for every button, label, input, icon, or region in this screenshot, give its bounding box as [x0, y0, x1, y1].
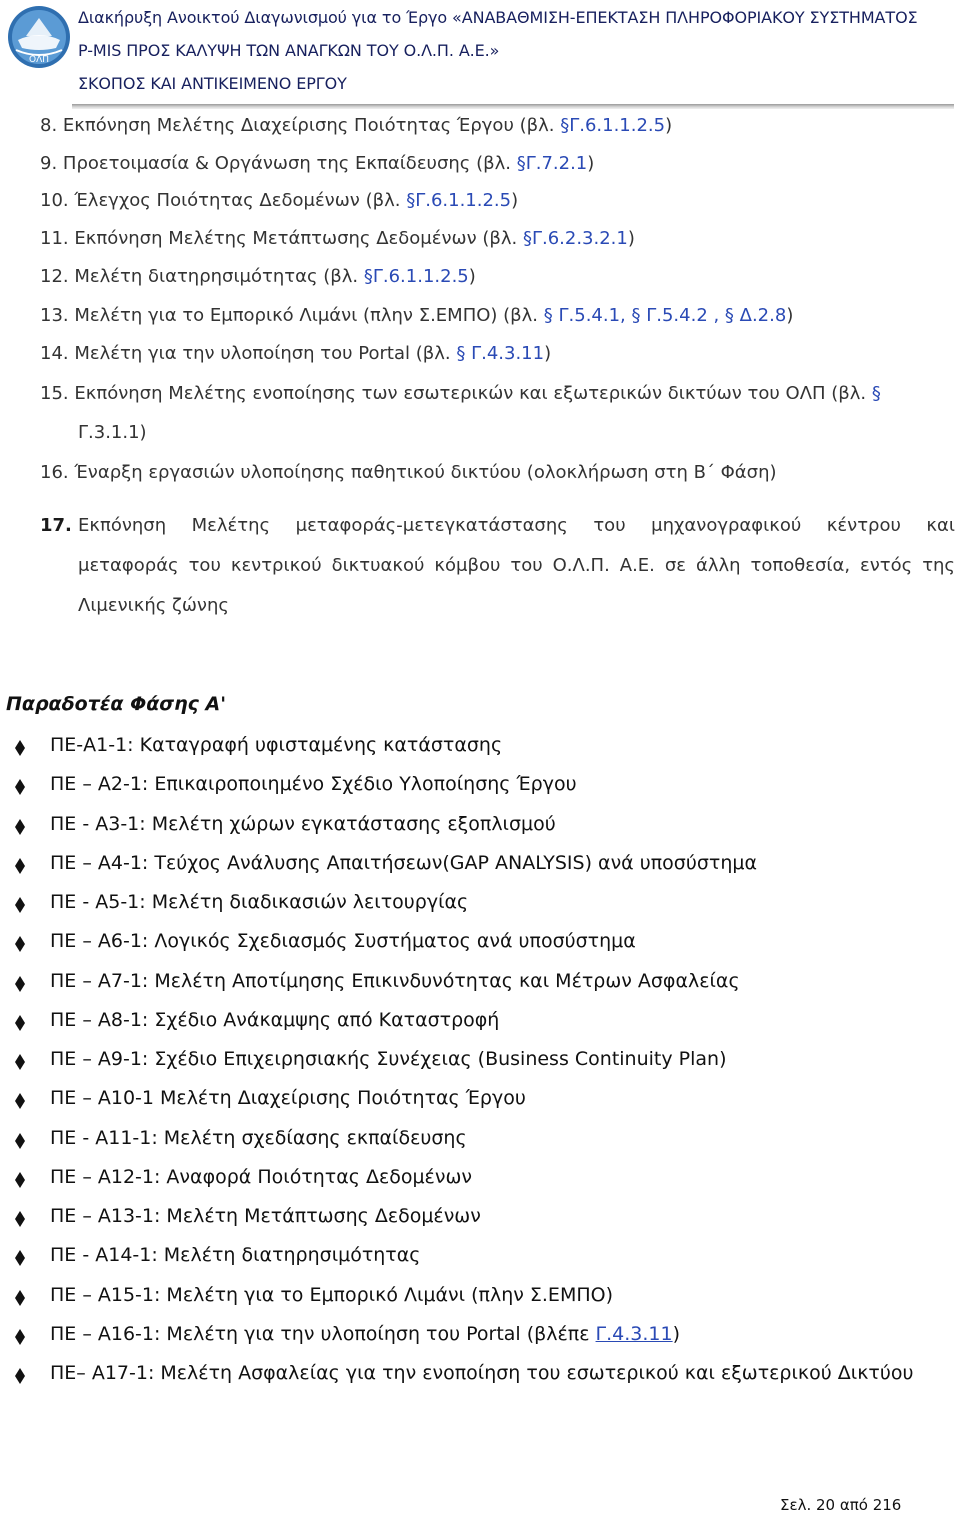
deliverable-text: ΠΕ – Α16-1: Μελέτη για την υλοποίηση του Portal (βλέπε Γ.4.3.11)	[50, 1322, 681, 1345]
diamond-bullet-icon	[14, 1093, 26, 1109]
deliverable-item	[0, 1243, 960, 1273]
deliverable-item	[0, 929, 960, 959]
deliverable-item	[0, 772, 960, 802]
deliverable-item	[0, 1126, 960, 1156]
deliverable-text: ΠΕ-Α1-1: Καταγραφή υφισταμένης κατάστασης	[50, 734, 503, 756]
list-item-15-continuation: Γ.3.1.1)	[78, 422, 147, 443]
diamond-bullet-icon	[14, 1172, 26, 1188]
deliverable-text: ΠΕ - Α5-1: Μελέτη διαδικασιών λειτουργίας	[50, 891, 469, 913]
list-item-8: 8. Εκπόνηση Μελέτης Διαχείρισης Ποιότητας Έργου (βλ. §Γ.6.1.1.2.5)	[40, 115, 673, 136]
diamond-bullet-icon	[14, 1133, 26, 1149]
diamond-bullet-icon	[14, 936, 26, 952]
svg-text:ΟΛΠ: ΟΛΠ	[28, 55, 50, 65]
deliverable-item	[0, 1322, 960, 1352]
deliverable-text: ΠΕ – Α8-1: Σχέδιο Ανάκαμψης από Καταστροφή	[50, 1008, 500, 1031]
diamond-bullet-icon	[14, 819, 26, 835]
list-item-13: 13. Μελέτη για το Εμπορικό Λιμάνι (πλην Σ.ΕΜΠΟ) (βλ. § Γ.5.4.1, § Γ.5.4.2 , § Δ.2.8)	[40, 305, 794, 326]
diamond-bullet-icon	[14, 740, 26, 756]
deliverable-item	[0, 1086, 960, 1116]
header-section-title: ΣΚΟΠΟΣ ΚΑΙ ΑΝΤΙΚΕΙΜΕΝΟ ΕΡΓΟΥ	[78, 74, 347, 93]
list-item-17-line2: μεταφοράς του κεντρικού δικτυακού κόμβου του Ο.Λ.Π. Α.Ε. σε άλλη τοποθεσία, εντός της	[78, 555, 955, 576]
diamond-bullet-icon	[14, 897, 26, 913]
diamond-bullet-icon	[14, 1290, 26, 1306]
list-item-10: 10. Έλεγχος Ποιότητας Δεδομένων (βλ. §Γ.6.1.1.2.5)	[40, 190, 519, 211]
diamond-bullet-icon	[14, 1368, 26, 1384]
list-item-9: 9. Προετοιμασία & Οργάνωση της Εκπαίδευσης (βλ. §Γ.7.2.1)	[40, 153, 595, 174]
deliverable-item	[0, 812, 960, 842]
header-divider	[72, 104, 954, 109]
diamond-bullet-icon	[14, 1211, 26, 1227]
olp-logo-icon	[6, 4, 72, 70]
deliverable-text: ΠΕ – Α6-1: Λογικός Σχεδιασμός Συστήματος ανά υποσύστημα	[50, 930, 636, 953]
deliverable-item	[0, 1008, 960, 1038]
deliverable-text: ΠΕ – Α12-1: Αναφορά Ποιότητας Δεδομένων	[50, 1165, 472, 1188]
deliverable-item	[0, 890, 960, 920]
diamond-bullet-icon	[14, 1054, 26, 1070]
deliverable-text: ΠΕ – Α9-1: Σχέδιο Επιχειρησιακής Συνέχειας (Business Continuity Plan)	[50, 1048, 727, 1070]
list-item-17-line1: Εκπόνηση Μελέτης μεταφοράς-μετεγκατάστασης του μηχανογραφικού κέντρου και	[78, 515, 955, 536]
deliverable-item	[0, 1361, 960, 1391]
deliverable-text: ΠΕ– Α17-1: Μελέτη Ασφαλείας για την ενοποίηση του εσωτερικού και εξωτερικού Δικτύου	[50, 1362, 914, 1384]
deliverable-item	[0, 1204, 960, 1234]
diamond-bullet-icon	[14, 1329, 26, 1345]
deliverable-text: ΠΕ – Α15-1: Μελέτη για το Εμπορικό Λιμάνι (πλην Σ.ΕΜΠΟ)	[50, 1283, 613, 1306]
diamond-bullet-icon	[14, 858, 26, 874]
list-item-11: 11. Εκπόνηση Μελέτης Μετάπτωσης Δεδομένων (βλ. §Γ.6.2.3.2.1)	[40, 228, 635, 249]
header-title-line2: P-MIS ΠΡΟΣ ΚΑΛΥΨΗ ΤΩΝ ΑΝΑΓΚΩΝ ΤΟΥ Ο.Λ.Π. Α.Ε.»	[78, 41, 500, 60]
diamond-bullet-icon	[14, 1250, 26, 1266]
deliverable-text: ΠΕ – Α10-1 Μελέτη Διαχείρισης Ποιότητας Έργου	[50, 1087, 526, 1110]
diamond-bullet-icon	[14, 779, 26, 795]
deliverable-item	[0, 733, 960, 763]
list-item-16: 16. Έναρξη εργασιών υλοποίησης παθητικού δικτύου (ολοκλήρωση στη Β΄ Φάση)	[40, 462, 777, 483]
deliverable-item	[0, 1047, 960, 1077]
deliverable-item	[0, 1165, 960, 1195]
deliverable-text: ΠΕ - Α11-1: Μελέτη σχεδίασης εκπαίδευσης	[50, 1126, 467, 1149]
diamond-bullet-icon	[14, 976, 26, 992]
deliverable-text: ΠΕ – Α2-1: Επικαιροποιημένο Σχέδιο Υλοποίησης Έργου	[50, 773, 577, 796]
list-item-17-line3: Λιμενικής ζώνης	[78, 595, 229, 616]
list-item-17-number: 17.	[40, 515, 72, 536]
deliverable-text: ΠΕ – Α4-1: Τεύχος Ανάλυσης Απαιτήσεων(GAP ANALYSIS) ανά υποσύστημα	[50, 851, 757, 874]
header-title-line1: Διακήρυξη Ανοικτού Διαγωνισμού για το Έργο «ΑΝΑΒΑΘΜΙΣΗ-ΕΠΕΚΤΑΣΗ ΠΛΗΡΟΦΟΡΙΑΚΟΥ ΣΥΣΤΗΜΑΤΟΣ	[78, 8, 918, 27]
deliverable-text: ΠΕ – Α13-1: Μελέτη Μετάπτωσης Δεδομένων	[50, 1205, 481, 1227]
page-number: Σελ. 20 από 216	[780, 1496, 902, 1514]
list-item-14: 14. Μελέτη για την υλοποίηση του Portal (βλ. § Γ.4.3.11)	[40, 343, 552, 364]
phase-a-deliverables-title: Παραδοτέα Φάσης Α'	[6, 693, 227, 715]
deliverable-item	[0, 851, 960, 881]
deliverable-text: ΠΕ - Α3-1: Μελέτη χώρων εγκατάστασης εξοπλισμού	[50, 812, 556, 835]
list-item-15: 15. Εκπόνηση Μελέτης ενοποίησης των εσωτερικών και εξωτερικών δικτύων του ΟΛΠ (βλ. §	[40, 383, 881, 404]
diamond-bullet-icon	[14, 1015, 26, 1031]
section-reference-link[interactable]: Γ.4.3.11	[595, 1322, 673, 1345]
list-item-12: 12. Μελέτη διατηρησιμότητας (βλ. §Γ.6.1.1.2.5)	[40, 266, 476, 287]
deliverable-item	[0, 1283, 960, 1313]
deliverable-item	[0, 969, 960, 999]
deliverable-text: ΠΕ - Α14-1: Μελέτη διατηρησιμότητας	[50, 1244, 421, 1267]
deliverable-text: ΠΕ – Α7-1: Μελέτη Αποτίμησης Επικινδυνότητας και Μέτρων Ασφαλείας	[50, 969, 740, 992]
